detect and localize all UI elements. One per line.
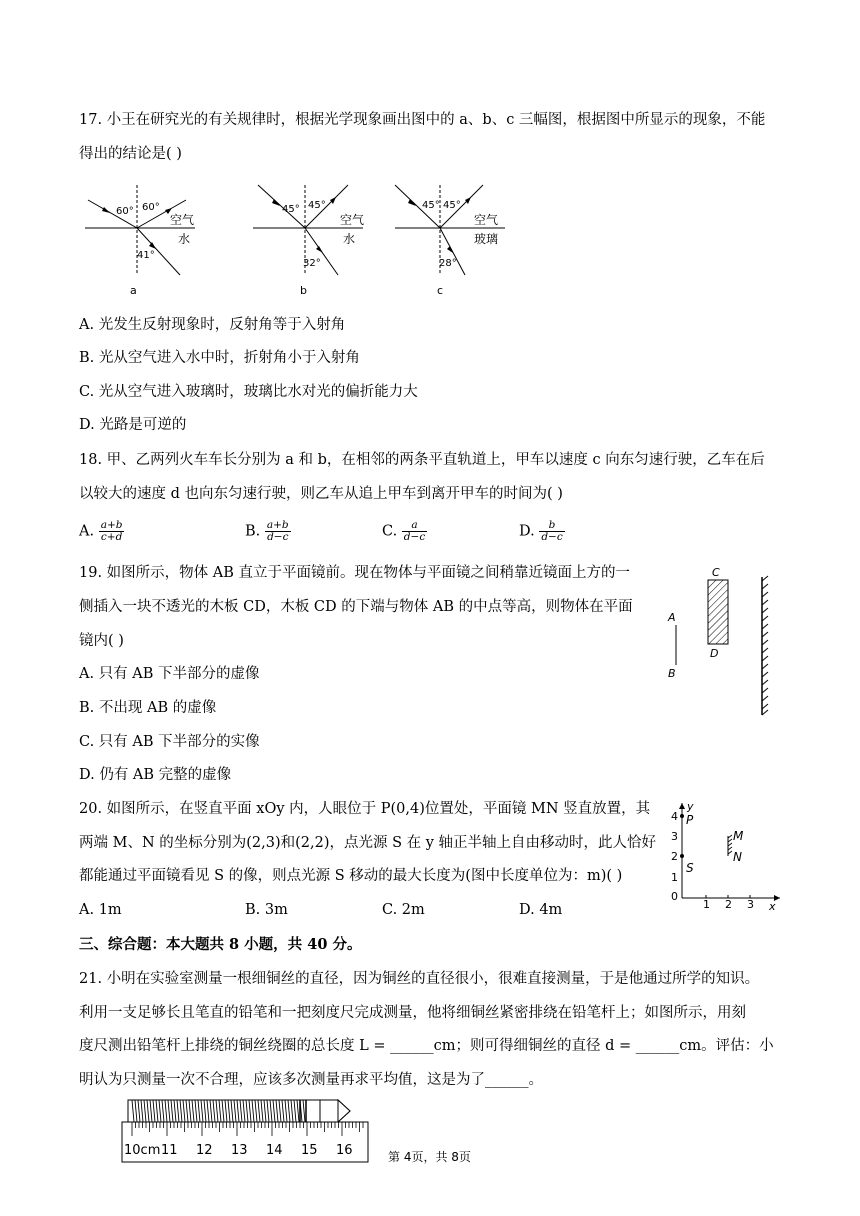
q19-line3: 镜内( )	[79, 633, 124, 649]
q17a-medium-top: 空气	[170, 213, 195, 227]
q20-line1: 20. 如图所示，在竖直平面 xOy 内，人眼位于 P(0,4)位置处，平面镜 MN 竖直放置，其	[79, 801, 651, 817]
q19-option-a[interactable]: A. 只有 AB 下半部分的虚像	[79, 666, 260, 682]
q20-option-c[interactable]: C. 2m	[382, 902, 425, 918]
q18-option-a-fraction	[99, 520, 125, 543]
q19-label-c: C	[712, 566, 720, 579]
q17-figure-a	[80, 180, 210, 300]
q21-line1: 21. 小明在实验室测量一根细铜丝的直径，因为铜丝的直径很小，很难直接测量，于是他通过所学的知识。	[79, 971, 760, 987]
q18-option-c-num: a	[402, 520, 427, 532]
q17-figure-b	[248, 180, 378, 300]
q17-figure-c	[390, 180, 520, 300]
q19-option-b[interactable]: B. 不出现 AB 的虚像	[79, 700, 217, 716]
q17b-incident-angle: 45°	[282, 204, 300, 215]
q18-option-b[interactable]	[245, 520, 291, 543]
q17c-refract-angle: 28°	[439, 258, 457, 269]
q21-ruler-label-16: 16	[336, 1143, 353, 1158]
q19-label-d: D	[710, 647, 719, 660]
q17-option-c[interactable]: C. 光从空气进入玻璃时，玻璃比水对光的偏折能力大	[79, 384, 418, 400]
q17a-label: a	[130, 284, 137, 297]
q18-option-d[interactable]	[519, 520, 565, 543]
q20-y-axis-label: y	[687, 800, 694, 813]
q20-point-s: S	[686, 861, 694, 875]
q20-option-a[interactable]: A. 1m	[79, 902, 122, 918]
q17b-refract-angle: 32°	[303, 258, 321, 269]
q20-x-tick-1: 1	[703, 898, 710, 911]
section-3-heading: 三、综合题：本大题共 8 小题，共 40 分。	[79, 936, 362, 953]
q20-y-tick-1: 1	[671, 871, 678, 884]
q17b-reflect-angle: 45°	[308, 200, 326, 211]
q19-line2: 侧插入一块不透光的木板 CD，木板 CD 的下端与物体 AB 的中点等高，则物体在平面	[79, 599, 633, 615]
q21-ruler-label-10cm: 10cm	[124, 1143, 161, 1158]
q20-line3: 都能通过平面镜看见 S 的像，则点光源 S 移动的最大长度为(图中长度单位为：m)( )	[79, 868, 623, 884]
q19-line1: 19. 如图所示，物体 AB 直立于平面镜前。现在物体与平面镜之间稍靠近镜面上方的一	[79, 565, 631, 581]
q18-option-a-num: a+b	[100, 519, 123, 531]
page-footer: 第 4页，共 8页	[388, 1150, 471, 1164]
q17a-reflect-angle: 60°	[142, 202, 160, 213]
q21-ruler-label-15: 15	[301, 1143, 318, 1158]
q18-option-c[interactable]	[382, 520, 427, 543]
q17c-incident-angle: 45°	[422, 200, 440, 211]
q20-y-tick-4: 4	[671, 810, 678, 823]
q21-ruler-label-13: 13	[231, 1143, 248, 1158]
q18-option-d-num: b	[539, 520, 564, 532]
q18-option-b-fraction	[265, 520, 291, 543]
q21-line4: 明认为只测量一次不合理，应该多次测量再求平均值，这是为了______。	[79, 1072, 543, 1088]
q20-figure	[665, 798, 785, 913]
q21-ruler-label-14: 14	[266, 1143, 283, 1158]
q18-option-b-num: a+b	[266, 519, 289, 531]
q19-figure	[660, 565, 780, 725]
q17a-medium-bottom: 水	[178, 232, 191, 246]
q21-ruler-label-11: 11	[161, 1143, 178, 1158]
q20-line2: 两端 M、N 的坐标分别为(2,3)和(2,2)，点光源 S 在 y 轴正半轴上自由移动时，此人恰好	[79, 835, 657, 851]
q17c-medium-bottom: 玻璃	[474, 232, 499, 246]
q18-option-a[interactable]	[79, 520, 124, 543]
q20-mirror-n: N	[733, 850, 742, 864]
q18-option-a-den: c+d	[100, 531, 123, 543]
q20-point-p: P	[686, 813, 694, 827]
q17-line1: 17. 小王在研究光的有关规律时，根据光学现象画出图中的 a、b、c 三幅图，根据图中所显示的现象，不能	[79, 112, 766, 128]
q17a-refract-angle: 41°	[137, 250, 155, 261]
q17-option-d[interactable]: D. 光路是可逆的	[79, 417, 187, 433]
q21-line3: 度尺测出铅笔杆上排绕的铜丝绕圈的总长度 L = ______cm；则可得细铜丝的直径 d = ______cm。评估：小	[79, 1038, 774, 1054]
q17b-label: b	[300, 284, 307, 297]
q18-line1: 18. 甲、乙两列火车车长分别为 a 和 b，在相邻的两条平直轨道上，甲车以速度 c 向东匀速行驶，乙车在后	[79, 452, 765, 468]
q18-option-b-den: d−c	[267, 531, 289, 543]
q20-origin-label: 0	[671, 890, 678, 903]
q19-option-d[interactable]: D. 仍有 AB 完整的虚像	[79, 767, 232, 783]
q17b-medium-bottom: 水	[343, 232, 356, 246]
q20-x-tick-3: 3	[747, 898, 754, 911]
q17b-medium-top: 空气	[340, 213, 365, 227]
q20-x-axis-label: x	[769, 900, 776, 913]
q21-ruler-figure	[120, 1098, 380, 1168]
q21-line2: 利用一支足够长且笔直的铅笔和一把刻度尺完成测量，他将细铜丝紧密排绕在铅笔杆上；如图所示，用刻	[79, 1005, 746, 1021]
q17c-label: c	[437, 284, 444, 297]
q18-option-d-fraction	[539, 520, 564, 543]
q18-option-d-prefix: D.	[519, 523, 535, 540]
q19-label-a: A	[668, 611, 676, 624]
q20-option-b[interactable]: B. 3m	[245, 902, 288, 918]
q17-option-b[interactable]: B. 光从空气进入水中时，折射角小于入射角	[79, 350, 360, 366]
q18-option-b-prefix: B.	[245, 523, 261, 540]
q18-option-c-prefix: C.	[382, 523, 398, 540]
q21-ruler-label-12: 12	[196, 1143, 213, 1158]
q20-option-d[interactable]: D. 4m	[519, 902, 563, 918]
q17c-medium-top: 空气	[474, 213, 499, 227]
q18-line2: 以较大的速度 d 也向东匀速行驶，则乙车从追上甲车到离开甲车的时间为( )	[79, 486, 563, 502]
q19-option-c[interactable]: C. 只有 AB 下半部分的实像	[79, 734, 260, 750]
q18-option-a-prefix: A.	[79, 523, 95, 540]
q18-option-d-den: d−c	[541, 531, 563, 543]
q17-option-a[interactable]: A. 光发生反射现象时，反射角等于入射角	[79, 317, 346, 333]
q18-option-c-den: d−c	[403, 531, 426, 543]
q19-label-b: B	[668, 667, 676, 680]
q20-mirror-m: M	[733, 829, 744, 843]
q20-y-tick-2: 2	[671, 850, 678, 863]
q20-x-tick-2: 2	[725, 898, 732, 911]
q18-option-c-fraction	[402, 520, 427, 543]
q17a-incident-angle: 60°	[116, 206, 134, 217]
q20-y-tick-3: 3	[671, 830, 678, 843]
q17c-reflect-angle: 45°	[443, 200, 461, 211]
q17-line2: 得出的结论是( )	[79, 146, 182, 162]
